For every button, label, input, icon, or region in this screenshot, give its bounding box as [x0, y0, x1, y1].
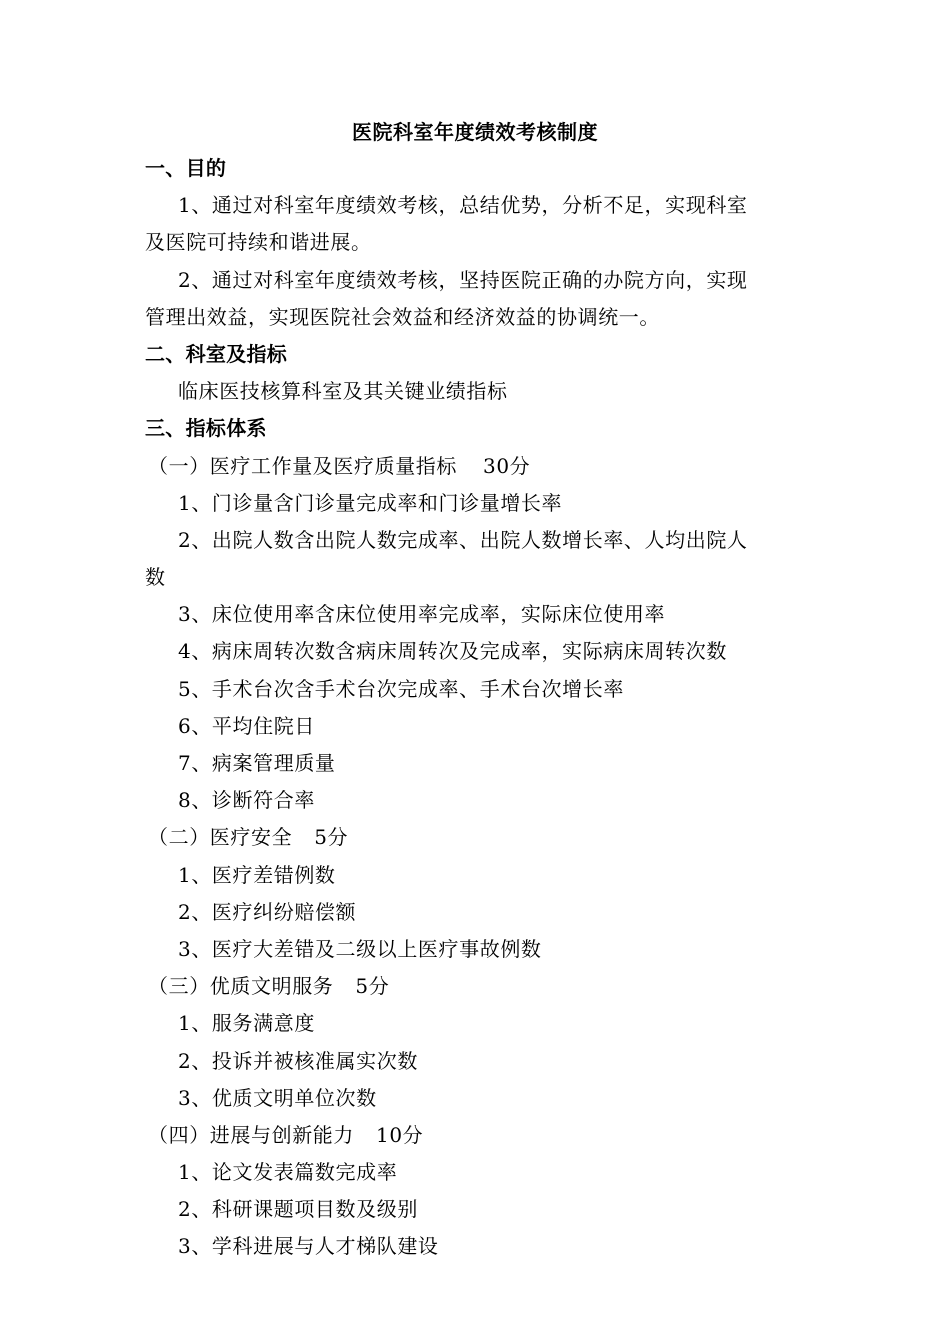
list-item: 1、医疗差错例数 [178, 862, 336, 887]
group-score: 30分 [483, 453, 531, 478]
indicator-group-heading [145, 819, 810, 856]
list-item: 3、医疗大差错及二级以上医疗事故例数 [178, 936, 542, 961]
group-label: （一）医疗工作量及医疗质量指标 [148, 453, 457, 478]
list-item: 1、服务满意度 [178, 1011, 315, 1036]
list-item: 1、门诊量含门诊量完成率和门诊量增长率 [178, 490, 563, 515]
indicator-group-heading [145, 968, 810, 1005]
list-item: 2、医疗纠纷赔偿额 [178, 899, 357, 924]
indicator-group-heading [145, 448, 810, 485]
list-item: 2、科研课题项目数及级别 [178, 1197, 418, 1222]
document-body [145, 150, 810, 1266]
section-heading-departments: 二、科室及指标 [145, 341, 288, 366]
list-item: 4、病床周转次数含病床周转次及完成率，实际病床周转次数 [178, 639, 727, 664]
list-item: 3、床位使用率含床位使用率完成率，实际床位使用率 [178, 602, 666, 627]
list-item: 3、优质文明单位次数 [178, 1085, 377, 1110]
list-item: 2、投诉并被核准属实次数 [178, 1048, 418, 1073]
list-item: 2、出院人数含出院人数完成率、出院人数增长率、人均出院人 [178, 527, 748, 552]
group-score: 10分 [376, 1122, 424, 1147]
group-label: （四）进展与创新能力 [148, 1122, 354, 1147]
section-heading-purpose: 一、目的 [145, 156, 227, 180]
paragraph-line: 1、通过对科室年度绩效考核，总结优势，分析不足，实现科室 [178, 193, 748, 218]
paragraph-line: 及医院可持续和谐进展。 [145, 230, 372, 255]
list-item: 1、论文发表篇数完成率 [178, 1160, 398, 1185]
indicator-group-heading [145, 1117, 810, 1154]
list-item: 3、学科进展与人才梯队建设 [178, 1234, 439, 1259]
group-label: （二）医疗安全 [148, 825, 293, 850]
section-heading-indicators: 三、指标体系 [145, 416, 267, 441]
paragraph-line: 临床医技核算科室及其关键业绩指标 [178, 379, 508, 404]
list-item: 6、平均住院日 [178, 713, 315, 738]
group-label: （三）优质文明服务 [148, 974, 334, 999]
list-item-continuation: 数 [145, 565, 166, 590]
document-title: 医院科室年度绩效考核制度 [352, 120, 598, 144]
list-item: 7、病案管理质量 [178, 751, 336, 775]
list-item: 5、手术台次含手术台次完成率、手术台次增长率 [178, 676, 624, 701]
paragraph-line: 管理出效益，实现医院社会效益和经济效益的协调统一。 [145, 304, 660, 329]
group-score: 5分 [314, 825, 349, 850]
group-score: 5分 [355, 974, 390, 999]
paragraph-line: 2、通过对科室年度绩效考核，坚持医院正确的办院方向，实现 [178, 267, 748, 292]
list-item: 8、诊断符合率 [178, 788, 315, 813]
